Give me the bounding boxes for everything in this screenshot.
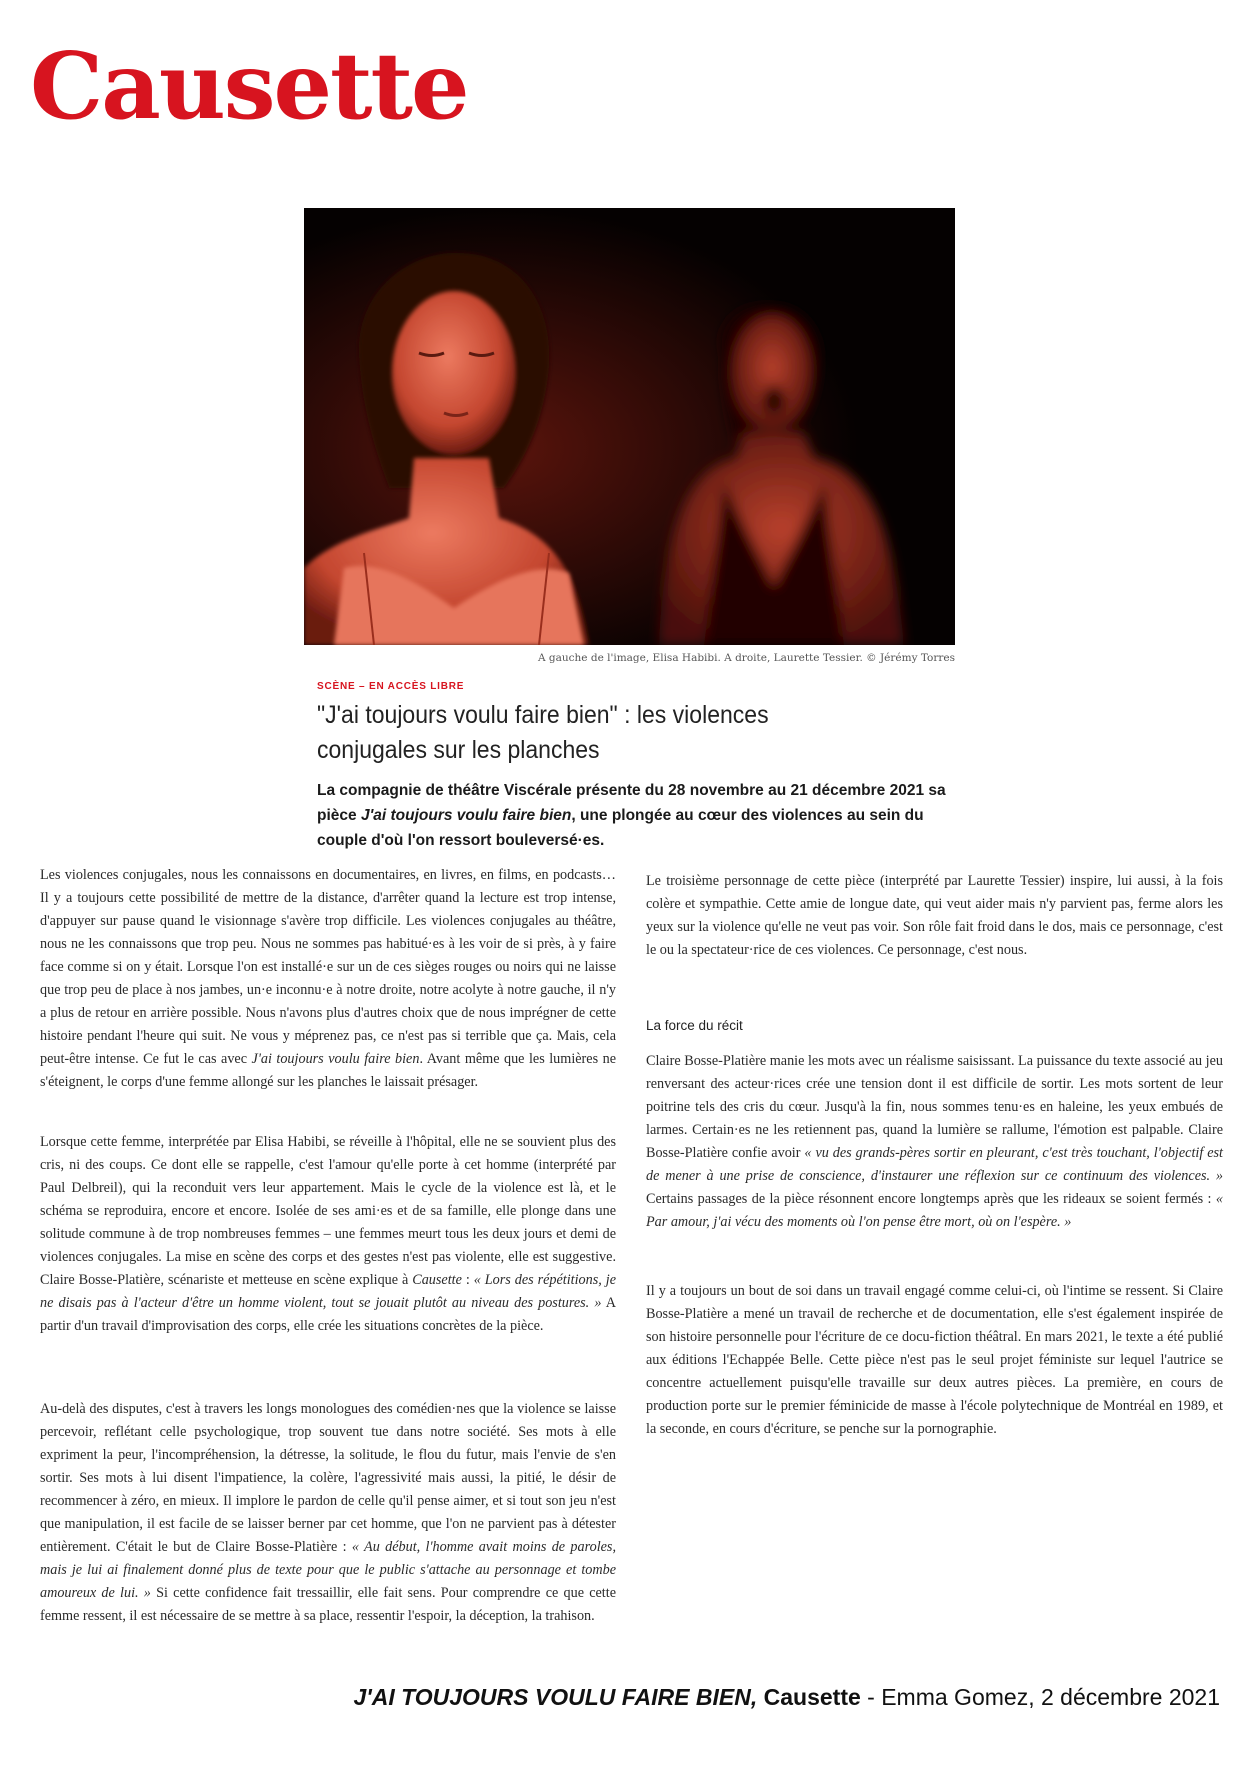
left-paragraph-3 (40, 1398, 616, 1628)
left-paragraph-1 (40, 864, 616, 1094)
paragraph-text: Lorsque cette femme, interprétée par Elisa Habibi, se réveille à l'hôpital, elle ne se souvient plus des cris, ni des coups. Ce dont elle se rappelle, c'est l'amour qu'elle porte à cet homme (interprété par Paul Delbreil), qui la reconduit vers leur appartement. Mais le cycle de la violence est là, et le schéma se reproduira, encore et encore. Isolée de ses ami·es et de sa famille, elle plonge dans une solitude commune à de trop nombreuses femmes – une femmes meurt tous les deux jours et demi de violences conjugales. La mise en scène des corps et des gestes n'est pas violente, elle est suggestive. Claire Bosse-Platière, scénariste et metteuse en scène explique à (40, 1134, 616, 1288)
lede-text: , une plongée au cœur des violences au sein du couple d'où l'on ressort bouleversé·es. (317, 807, 924, 849)
photo-caption: A gauche de l'image, Elisa Habibi. A droite, Laurette Tessier. © Jérémy Torres (537, 652, 955, 664)
paragraph-text: A partir d'un travail d'improvisation des corps, elle crée les situations concrètes de la pièce. (40, 1295, 616, 1334)
article-lede (317, 778, 947, 853)
lede-play-title: J'ai toujours voulu faire bien (360, 807, 572, 824)
article-headline: "J'ai toujours voulu faire bien" : les violences conjugales sur les planches (317, 701, 769, 764)
article-photo (304, 208, 955, 645)
paragraph-text: Au-delà des disputes, c'est à travers les longs monologues des comédien·nes que la violence se laisse percevoir, reflétant celle psychologique, trop souvent tue dans notre société. Ses mots à elle expriment la peur, l'incompréhension, la détresse, la solitude, le flou du futur, mais l'envie de s'en sortir. Ses mots à lui disent l'impatience, la colère, l'agressivité mais aussi, la pitié, le désir de recommencer à zéro, en mieux. Il implore le pardon de celle qu'il pense aimer, et si tout son jeu n'est que manipulation, il est facile de se laisser berner par cet homme, que l'on ne parvient pas à détester entièrement. C'était le but de Claire Bosse-Platière : (40, 1401, 616, 1555)
right-paragraph-1 (646, 870, 1223, 962)
source-credit (353, 1684, 1220, 1711)
paragraph-text: Si cette confidence fait tressaillir, elle fait sens. Pour comprendre ce que cette femme ressent, il est nécessaire de se mettre à sa place, ressentir l'espoir, la déception, la trahison. (40, 1585, 616, 1624)
paragraph-text: Les violences conjugales, nous les connaissons en documentaires, en livres, en films, en podcasts… Il y a toujours cette possibilité de mettre de la distance, d'arrêter quand la lecture est trop intense, d'appuyer sur pause quand le visionnage s'avère trop difficile. Les violences conjugales au théâtre, nous ne les connaissons que trop peu. Nous ne sommes pas habitué·es à les voir de si près, à y faire face comme si on y était. Lorsque l'on est installé·e sur un de ces sièges rouges ou noirs qui ne laisse que trop peu de place à nos jambes, un·e inconnu·e à notre droite, notre acolyte à notre gauche, il n'y a plus de retour en arrière possible. Nous n'avons plus d'autres choix que de nous imprégner de cette histoire pendant l'heure qui suit. Ne vous y méprenez pas, ce n'est pas si terrible que ça. Mais, cela peut-être intense. Ce fut le cas avec (40, 867, 616, 1067)
quote: « vu des grands-pères sortir en pleurant, c'est très touchant, l'objectif est de mener à une prise de conscience, d'instaurer une réflexion sur ce continuum des violences. » (646, 1145, 1223, 1184)
quote: « Par amour, j'ai vécu des moments où l'on pense être mort, où on l'espère. » (646, 1191, 1223, 1230)
paragraph-text: : (461, 1272, 474, 1288)
left-paragraph-2 (40, 1131, 616, 1338)
paragraph-text: Le troisième personnage de cette pièce (interprété par Laurette Tessier) inspire, lui aussi, à la fois colère et sympathie. Cette amie de longue date, qui veut aider mais n'y parvient pas, ferme alors les yeux sur la violence qu'elle ne veut pas voir. Son rôle fait froid dans le dos, mais ce personnage, c'est le ou la spectateur·rice de ces violences. Ce personnage, c'est nous. (646, 873, 1223, 958)
right-paragraph-2 (646, 1050, 1223, 1234)
right-paragraph-3 (646, 1280, 1223, 1441)
causette-logo[interactable]: Causette (30, 32, 468, 140)
paragraph-text: . Avant même que les lumières ne s'éteignent, le corps d'une femme allongé sur les planches le laissait présager. (40, 1051, 616, 1090)
credit-author-date: - Emma Gomez, 2 décembre 2021 (860, 1684, 1220, 1710)
section-subhead: La force du récit (646, 1018, 743, 1033)
quote: « Au début, l'homme avait moins de paroles, mais je lui ai finalement donné plus de texte pour que le public s'attache au personnage et tombe amoureux de lui. » (40, 1539, 617, 1601)
paragraph-text: Claire Bosse-Platière manie les mots avec un réalisme saisissant. La puissance du texte associé au jeu renversant des acteur·rices crée une tension dont il est difficile de sortir. Les mots sortent de leur poitrine tels des cris du cœur. Jusqu'à la fin, nous sommes tenu·es en haleine, les yeux embués de larmes. Certain·es ne les retiennent pas, quand la lumière se rallume, l'émotion est palpable. Claire Bosse-Platière confie avoir (646, 1053, 1223, 1161)
article-kicker[interactable]: SCÈNE – EN ACCÈS LIBRE (317, 681, 465, 692)
paragraph-text: Certains passages de la pièce résonnent encore longtemps après que les rideaux se soient fermés : (646, 1191, 1216, 1207)
credit-title: J'AI TOUJOURS VOULU FAIRE BIEN, (353, 1684, 758, 1710)
paragraph-text: Il y a toujours un bout de soi dans un travail engagé comme celui-ci, où l'intime se ressent. Si Claire Bosse-Platière a mené un travail de recherche et de documentation, elle s'est également inspirée de son histoire personnelle pour l'écriture de ce docu-fiction théâtral. En mars 2021, le texte a été publié aux éditions l'Echappée Belle. Cette pièce n'est pas le seul projet féministe sur lequel l'autrice se concentre actuellement puisqu'elle travaille sur deux autres pièces. La première, en cours de production porte sur le premier féminicide de masse à l'école polytechnique de Montréal en 1989, et la seconde, en cours d'écriture, se penche sur la pornographie. (646, 1283, 1223, 1437)
quote: « Lors des répétitions, je ne disais pas à l'acteur d'être un homme violent, tout se jouait plutôt au niveau des postures. » (40, 1272, 616, 1311)
credit-magazine: Causette (763, 1684, 861, 1710)
magazine-name: Causette (412, 1272, 462, 1288)
lede-text: La compagnie de théâtre Viscérale présente du 28 novembre au 21 décembre 2021 sa pièce (317, 782, 946, 824)
play-title: J'ai toujours voulu faire bien (251, 1051, 420, 1067)
